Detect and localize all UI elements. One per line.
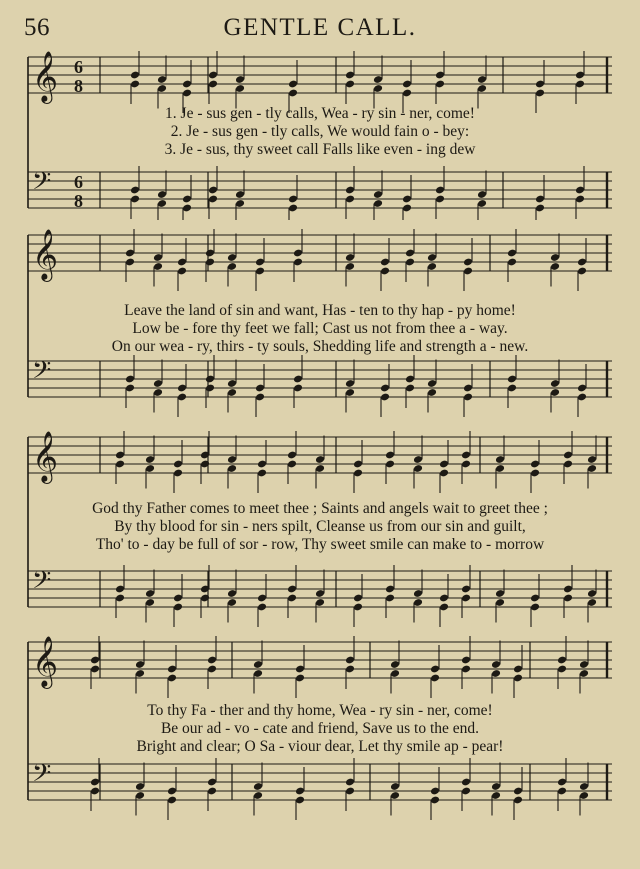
lyric-verse-1: To thy Fa - ther and thy home, Wea - ry sin - ner, come!: [147, 702, 493, 719]
hymn-title: GENTLE CALL.: [223, 14, 417, 41]
lyric-verse-2: Low be - fore thy feet we fall; Cast us not from thee a - way.: [132, 320, 508, 337]
time-signature-top: 6: [74, 57, 83, 77]
lyric-verse-3: On our wea - ry, thirs - ty souls, Shedding life and strength a - new.: [111, 338, 529, 355]
lyric-verse-1: 1. Je - sus gen - tly calls, Wea - ry sin - ner, come!: [165, 105, 475, 122]
bass-clef-icon: 𝄢: [32, 167, 52, 202]
bass-clef-icon: 𝄢: [32, 759, 52, 794]
lyric-verse-2: 2. Je - sus gen - tly calls, We would fain o - bey:: [170, 123, 470, 140]
lyric-verse-3: Tho' to - day be full of sor - row, Thy sweet smile can make to - morrow: [95, 536, 545, 553]
treble-clef-icon: 𝄞: [32, 636, 59, 687]
lyric-verse-3: Bright and clear; O Sa - viour dear, Let thy smile ap - pear!: [136, 738, 504, 755]
page-header: [0, 0, 640, 50]
lyric-verse-1: God thy Father comes to meet thee ; Saints and angels wait to greet thee ;: [92, 500, 548, 517]
treble-clef-icon: 𝄞: [32, 229, 59, 280]
lyric-verse-2: Be our ad - vo - cate and friend, Save us to the end.: [160, 720, 480, 737]
lyric-verse-1: Leave the land of sin and want, Has - ten to thy hap - py home!: [124, 302, 516, 319]
time-signature-top: 6: [74, 172, 83, 192]
bass-clef-icon: 𝄢: [32, 356, 52, 391]
treble-clef-icon: 𝄞: [32, 431, 59, 482]
bass-clef-icon: 𝄢: [32, 566, 52, 601]
lyric-verse-2: By thy blood for sin - ners spilt, Cleanse us from our sin and guilt,: [114, 518, 526, 535]
treble-clef-icon: 𝄞: [32, 51, 59, 102]
time-signature-bottom: 8: [74, 76, 83, 96]
time-signature-bottom: 8: [74, 191, 83, 211]
lyric-verse-3: 3. Je - sus, thy sweet call Falls like even - ing dew: [164, 141, 476, 158]
page-number: 56: [24, 14, 50, 41]
